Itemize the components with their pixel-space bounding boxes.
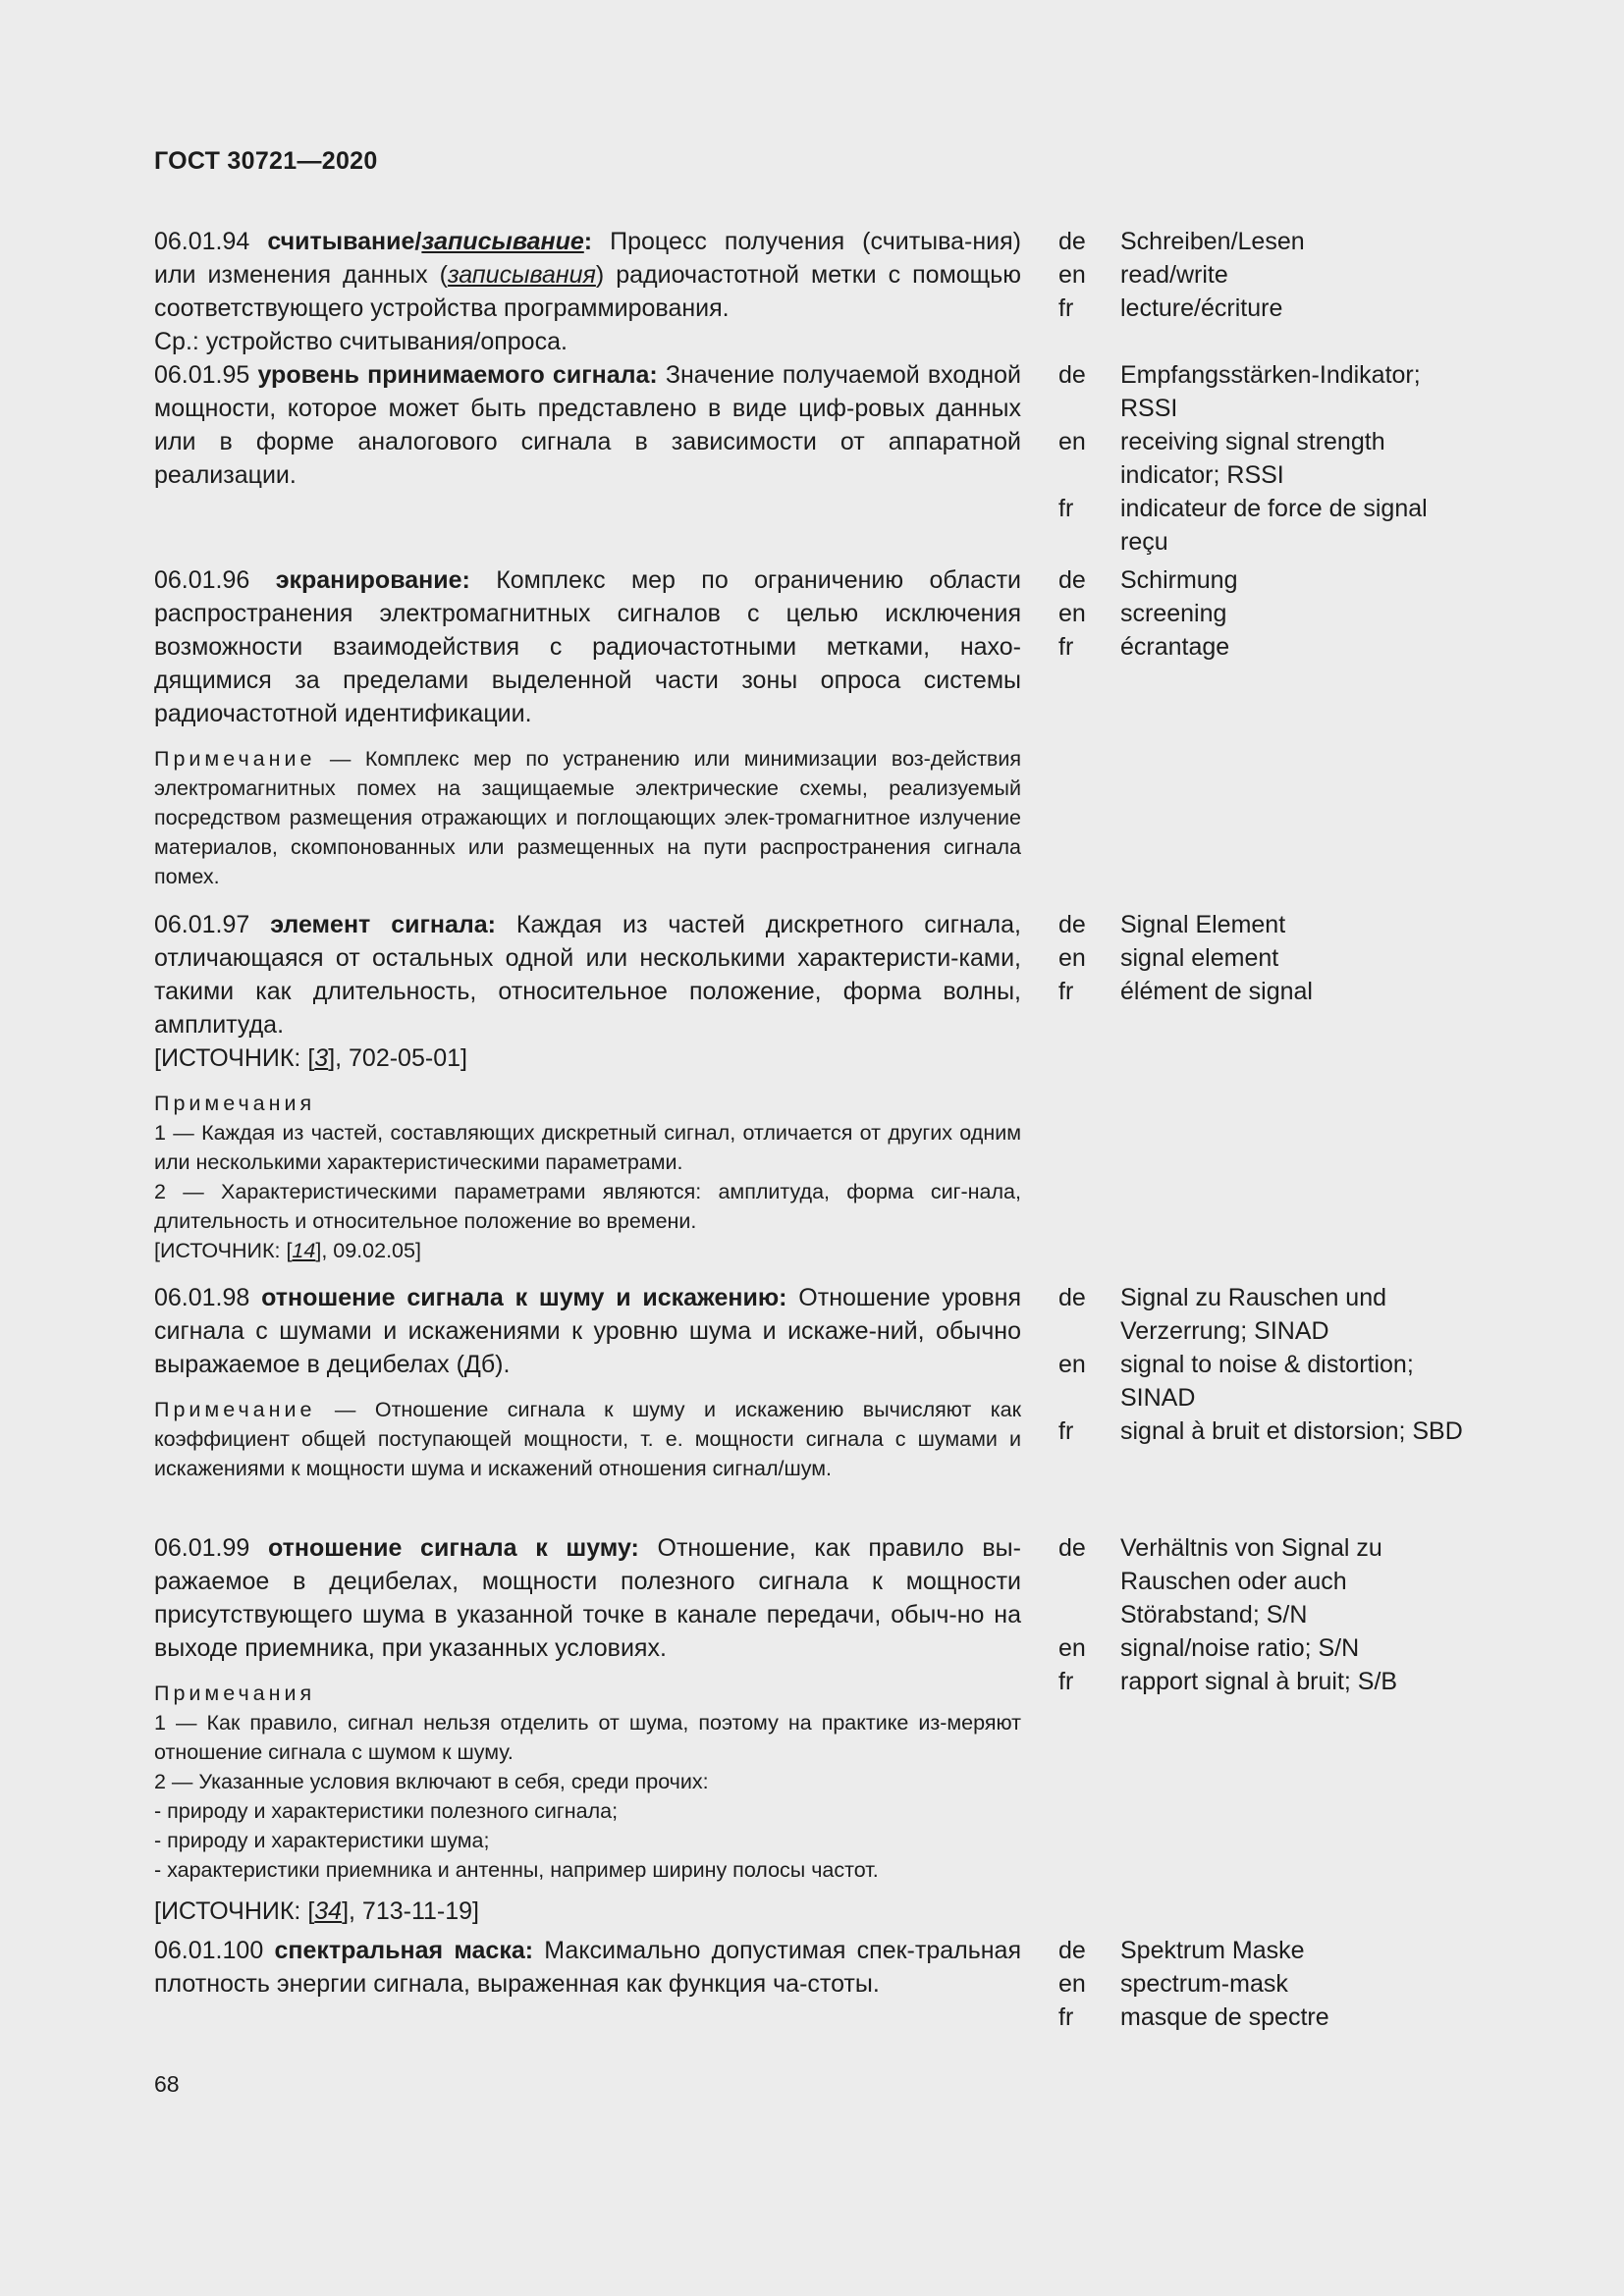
note: Примечание — Отношение сигнала к шуму и искажению вычисляют как коэффициент общей поступающей мощности, т. е. мощности сигнала с шумами и искажениями к мощности шума и искажений отношения сигнал/шум. bbox=[154, 1398, 1021, 1480]
translations-06-01-97: de Signal Element en signal element fr élément de signal bbox=[1058, 911, 1313, 1005]
page-number: 68 bbox=[154, 2071, 180, 2097]
entry-06-01-98: 06.01.98 отношение сигнала к шуму и искажению: Отношение уровня сигнала с шумами и искажениями к уровню шума и искаже-ний, обычно выражаемое в децибелах (Дб). Примечание — Отношение сигнала к шуму и искажению вычисляют как коэффициент общей поступающей мощности, т. е. мощности сигнала с шумами и искажениями к мощности шума и искажений отношения сигнал/шум. bbox=[154, 1281, 1021, 1483]
source-reference: [ИСТОЧНИК: [3], 702-05-01] bbox=[154, 1044, 467, 1072]
notes: Примечания 1 — Каждая из частей, составляющих дискретный сигнал, отличается от других одним или несколькими характеристическими параметрами. 2 — Характеристическими параметрами являются: амплитуда, форма сиг-нала, длительность и относительное положение во времени. [ИСТОЧНИК: [14], 09.02.05] bbox=[154, 1092, 1021, 1262]
entry-06-01-97: 06.01.97 элемент сигнала: Каждая из частей дискретного сигнала, отличающаяся от остальных одной или несколькими характеристи-ками, такими как длительность, относительное положение, форма волны, амплитуда. [ИСТОЧНИК: [3], 702-05-01] Примечания 1 — Каждая из частей, составляющих дискретный сигнал, отличается от других одним или несколькими характеристическими параметрами. 2 — Характеристическими параметрами являются: амплитуда, форма сиг-нала, длительность и относительное положение во времени. [ИСТОЧНИК: [14], 09.02.05] bbox=[154, 908, 1021, 1265]
entry-06-01-95: 06.01.95 уровень принимаемого сигнала: Значение получаемой входной мощности, которое может быть представлено в виде циф-ровых данных или в форме аналогового сигнала в зависимости от аппаратной реализации. bbox=[154, 361, 1022, 489]
entry-06-01-96: 06.01.96 экранирование: Комплекс мер по ограничению области распространения электромагнитных сигналов с целью исключения возможности взаимодействия с радиочастотными метками, нахо-дящимися за пределами выделенной части зоны опроса системы радиочастотной идентификации. Примечание — Комплекс мер по устранению или минимизации воз-действия электромагнитных помех на защищаемые электрические схемы, реализуемый посредством размещения отражающих и поглощающих элек-тромагнитное излучение материалов, скомпонованных или размещенных на пути распространения сигнала помех. bbox=[154, 563, 1021, 891]
entry-06-01-99: 06.01.99 отношение сигнала к шуму: Отношение, как правило вы-ражаемое в децибелах, мощности полезного сигнала к мощности присутствующего шума в указанной точке в канале передачи, обыч-но на выходе приемника, при указанных условиях. Примечания 1 — Как правило, сигнал нельзя отделить от шума, поэтому на практике из-меряют отношение сигнала с шумом к шуму. 2 — Указанные условия включают в себя, среди прочих: - природу и характеристики полезного сигнала; - природу и характеристики шума; - характеристики приемника и антенны, например ширину полосы частот. [ИСТОЧНИК: [34], 713-11-19] bbox=[154, 1531, 1021, 1928]
note: Примечание — Комплекс мер по устранению или минимизации воз-действия электромагнитных помех на защищаемые электрические схемы, реализуемый посредством размещения отражающих и поглощающих элек-тромагнитное излучение материалов, скомпонованных или размещенных на пути распространения сигнала помех. bbox=[154, 747, 1021, 888]
translations-06-01-96: de Schirmung en screening fr écrantage bbox=[1058, 566, 1238, 661]
cross-reference: Ср.: устройство считывания/опроса. bbox=[154, 328, 568, 355]
translations-06-01-98: de Signal zu Rauschen und Verzerrung; SINAD en signal to noise & distortion; SINAD fr signal à bruit et distorsion; SBD bbox=[1058, 1284, 1463, 1445]
entry-06-01-100: 06.01.100 спектральная маска: Максимально допустимая спек-тральная плотность энергии сигнала, выраженная как функция ча-стоты. bbox=[154, 1937, 1021, 1998]
source-reference: [ИСТОЧНИК: [34], 713-11-19] bbox=[154, 1897, 479, 1925]
translations-06-01-100: de Spektrum Maske en spectrum-mask fr masque de spectre bbox=[1058, 1937, 1329, 2031]
translations-06-01-95: de Empfangsstärken-Indikator; RSSI en receiving signal strength indicator; RSSI fr indicateur de force de signal reçu bbox=[1058, 361, 1428, 556]
entry-06-01-94: 06.01.94 считывание/записывание: Процесс получения (считыва-ния) или изменения данных (записывания) радиочастотной метки с помощью соответствующего устройства программирования. Ср.: устройство считывания/опроса. bbox=[154, 225, 1021, 358]
notes: Примечания 1 — Как правило, сигнал нельзя отделить от шума, поэтому на практике из-меряют отношение сигнала с шумом к шуму. 2 — Указанные условия включают в себя, среди прочих: - природу и характеристики полезного сигнала; - природу и характеристики шума; - характеристики приемника и антенны, например ширину полосы частот. bbox=[154, 1682, 1021, 1882]
translations-06-01-99: de Verhältnis von Signal zu Rauschen oder auch Störabstand; S/N en signal/noise ratio; S/N fr rapport signal à bruit; S/B bbox=[1058, 1534, 1398, 1695]
translations-06-01-94: de Schreiben/Lesen en read/write fr lecture/écriture bbox=[1058, 228, 1305, 322]
document-header: ГОСТ 30721—2020 bbox=[154, 147, 378, 175]
